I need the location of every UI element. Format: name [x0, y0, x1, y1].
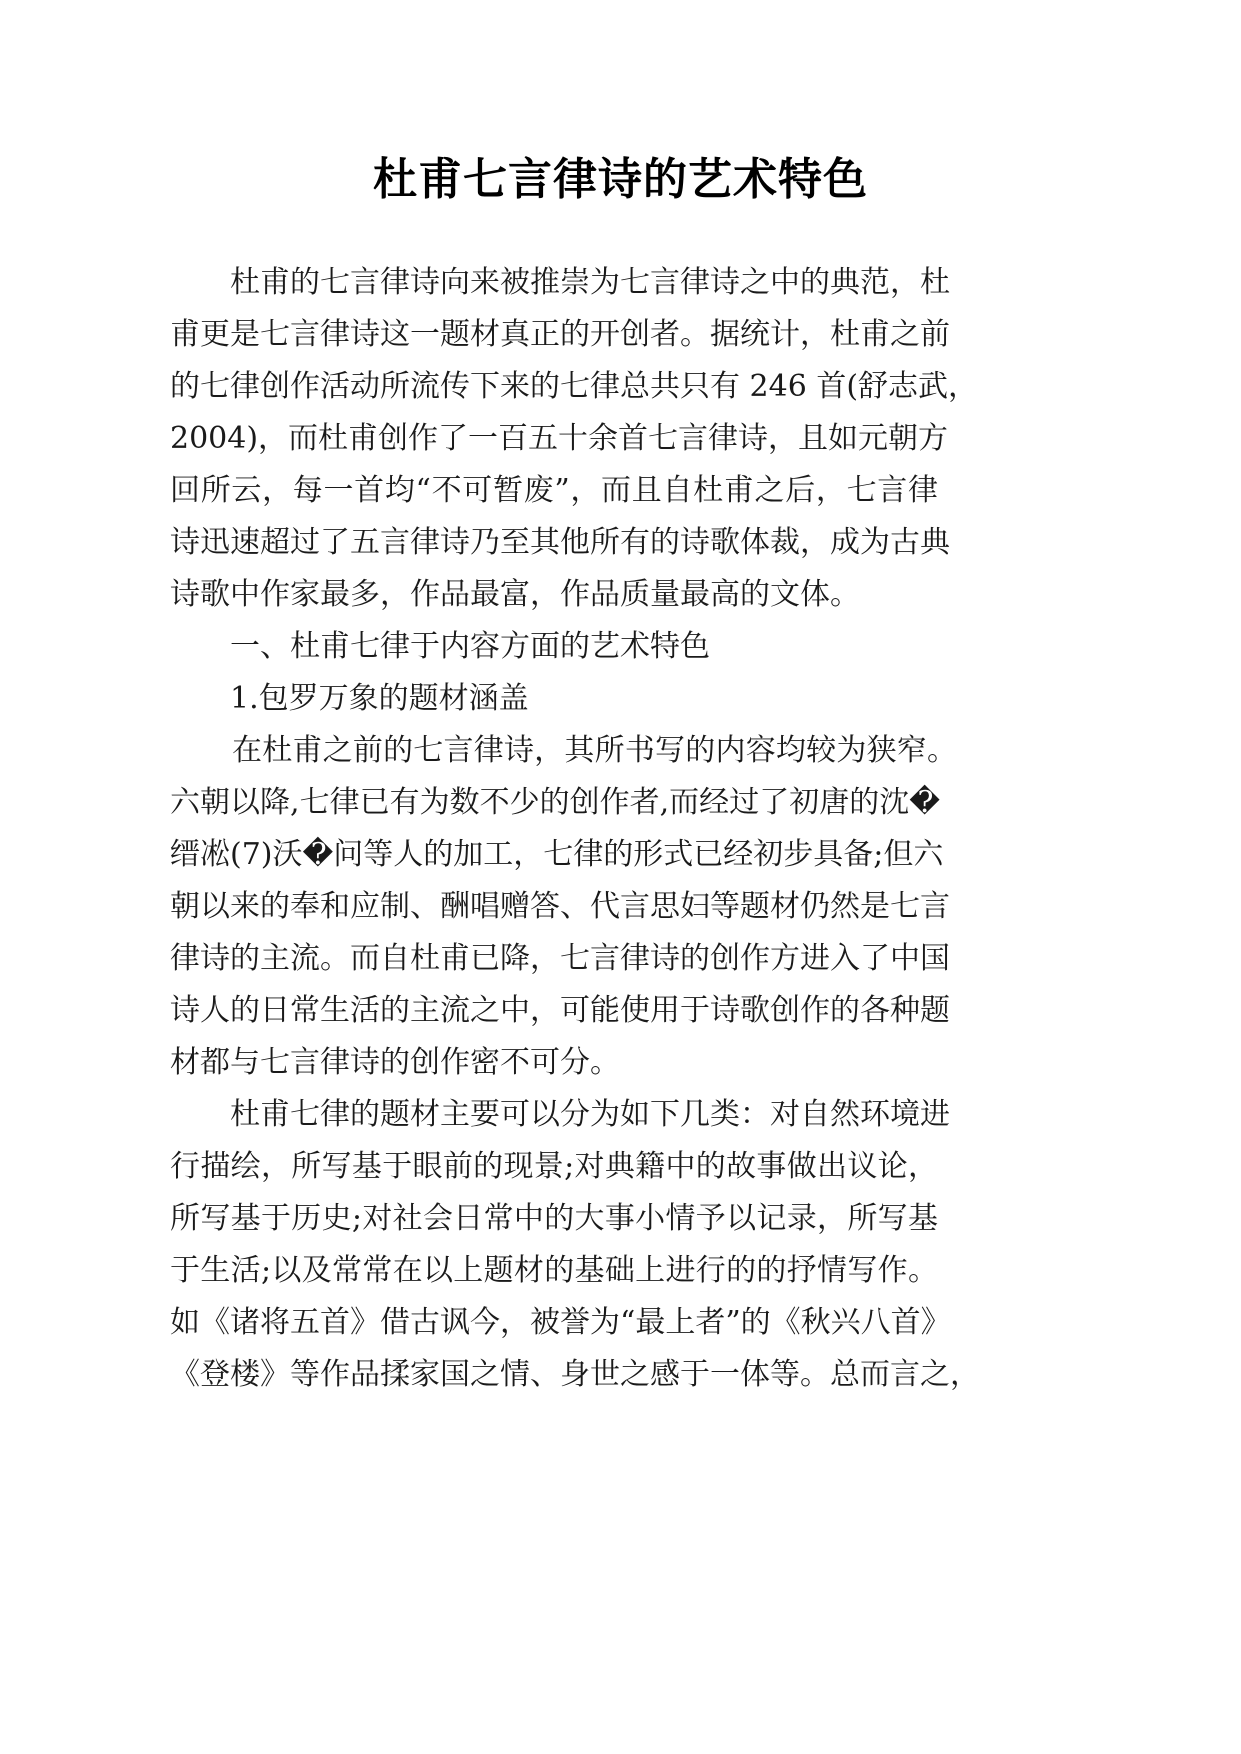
text-line: 回所云，每一首均“不可暂废”，而且自杜甫之后，七言律 — [170, 473, 938, 508]
text-line: 缙凇(7)沃�问等人的加工，七律的形式已经初步具备;但六 — [170, 837, 944, 872]
text-line: 朝以来的奉和应制、酬唱赠答、代言思妇等题材仍然是七言 — [170, 889, 950, 924]
text-line: 诗迅速超过了五言律诗乃至其他所有的诗歌体裁，成为古典 — [170, 525, 950, 560]
text-line: 于生活;以及常常在以上题材的基础上进行的的抒情写作。 — [170, 1253, 938, 1288]
text-line: 诗歌中作家最多，作品最富，作品质量最高的文体。 — [170, 577, 860, 612]
subsection-heading: 1.包罗万象的题材涵盖 — [230, 681, 529, 716]
text-line: 行描绘，所写基于眼前的现景;对典籍中的故事做出议论， — [170, 1149, 938, 1184]
text-line: 所写基于历史;对社会日常中的大事小情予以记录，所写基 — [170, 1201, 938, 1236]
text-line: 在杜甫之前的七言律诗，其所书写的内容均较为狭窄。 — [232, 733, 957, 768]
text-line: 2004)，而杜甫创作了一百五十余首七言律诗，且如元朝方 — [170, 421, 949, 456]
text-line: 如《诸将五首》借古讽今，被誉为“最上者”的《秋兴八首》 — [170, 1305, 951, 1340]
text-line: 杜甫的七言律诗向来被推崇为七言律诗之中的典范，杜 — [230, 265, 950, 300]
text-line: 《登楼》等作品揉家国之情、身世之感于一体等。总而言之， — [170, 1357, 980, 1392]
text-line: 材都与七言律诗的创作密不可分。 — [170, 1045, 620, 1080]
text-line: 诗人的日常生活的主流之中，可能使用于诗歌创作的各种题 — [170, 993, 950, 1028]
text-line: 律诗的主流。而自杜甫已降，七言律诗的创作方进入了中国 — [170, 941, 950, 976]
text-line: 的七律创作活动所流传下来的七律总共只有 246 首(舒志武， — [170, 369, 979, 404]
text-line: 杜甫七律的题材主要可以分为如下几类：对自然环境进 — [230, 1097, 950, 1132]
section-heading: 一、杜甫七律于内容方面的艺术特色 — [230, 629, 710, 664]
text-line: 甫更是七言律诗这一题材真正的开创者。据统计，杜甫之前 — [170, 317, 950, 352]
text-line: 六朝以降,七律已有为数不少的创作者,而经过了初唐的沈� — [170, 785, 940, 820]
document-title: 杜甫七言律诗的艺术特色 — [373, 154, 868, 205]
